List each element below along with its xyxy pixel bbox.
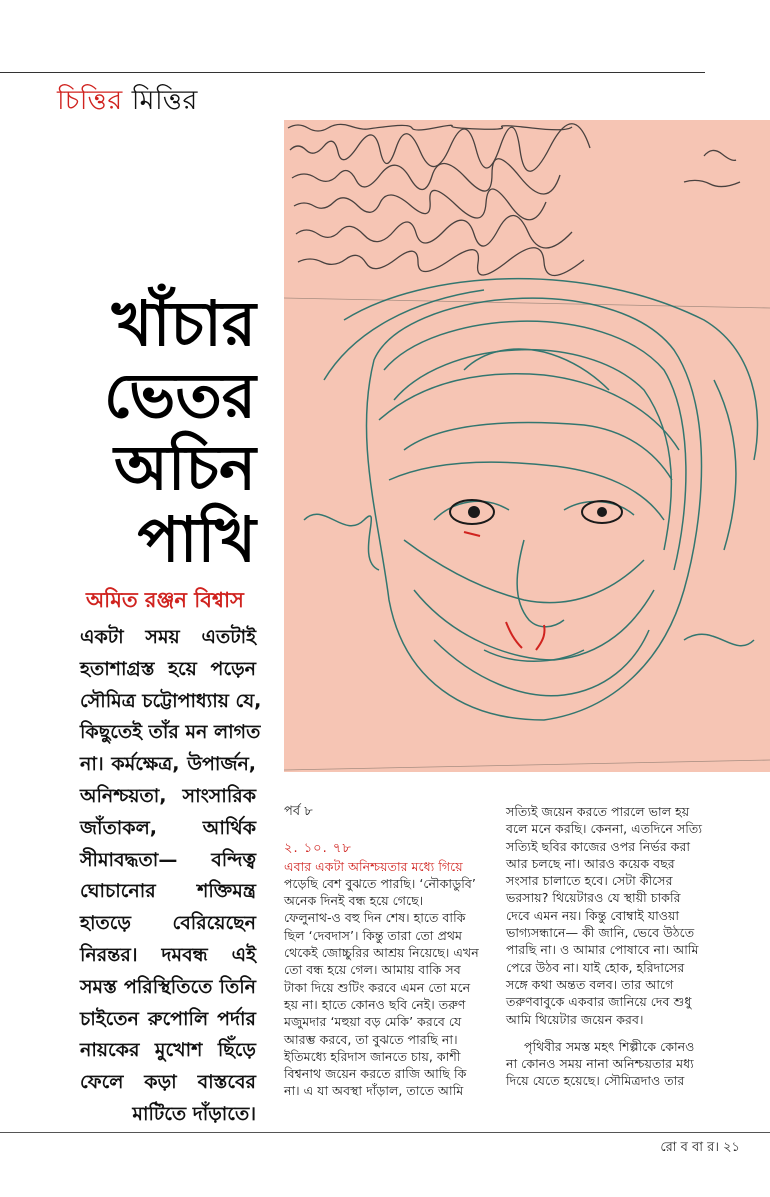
intro-line: অনিশ্চয়তা, সাংসারিক — [80, 784, 256, 807]
page-folio: রো ব বা র। ২১ — [660, 1140, 740, 1155]
intro-line: সীমাবদ্ধতা— বন্দিত্ব — [80, 848, 256, 871]
section-name-part2: মিত্তির — [131, 85, 198, 116]
top-rule — [0, 72, 705, 73]
body-line: পৃথিবীর সমস্ত মহৎ শিল্পীকে কোনও — [524, 1038, 695, 1054]
intro-line: একটা সময় এতটাই — [80, 626, 256, 648]
body-line: সত্যিই জয়েন করতে পারলে ভাল হয় — [506, 804, 690, 819]
intro-line: ফেলে কড়া বাস্তবের — [80, 1071, 256, 1094]
body-line: আর চলছে না। আরও কয়েক বছর — [506, 855, 675, 871]
body-line: বলে মনে করছি। কেননা, এতদিনে সত্যি — [506, 821, 702, 837]
intro-line: হাতড়ে বেরিয়েছেন — [80, 912, 256, 935]
intro-line: হতাশাগ্রস্ত হয়ে পড়েন — [80, 657, 256, 680]
body-column-left — [284, 803, 494, 1100]
body-line: পেরে উঠব না। যাই হোক, হরিদাসের — [506, 959, 685, 975]
body-line: তরুণবাবুকে একবার জানিয়ে দেব শুধু — [506, 994, 692, 1010]
intro-line: নায়কের মুখোশ ছিঁড়ে — [80, 1039, 256, 1062]
episode-label: পর্ব ৮ — [284, 804, 313, 819]
diary-date: ২. ১০. ৭৮ — [284, 841, 352, 857]
headline-line: খাঁচার — [111, 287, 256, 360]
body-column-right — [506, 803, 716, 1090]
body-line: দেবে এমন নয়। কিন্তু বোম্বাই যাওয়া — [506, 907, 680, 923]
intro-line: ঘোচানোর শক্তিমন্ত্র — [80, 880, 256, 903]
intro-line: না। কর্মক্ষেত্র, উপার্জন, — [80, 753, 256, 776]
body-line: ছিল ‘দেবদাস’। কিন্তু তারা তো প্রথম — [284, 927, 463, 943]
body-line: ফেলুনাথ-ও বহু দিন শেষ। হাতে বাকি — [284, 910, 466, 926]
body-line: সংসার চালাতে হবে। সেটা কীসের — [506, 873, 673, 889]
intro-line: সমস্ত পরিস্থিতিতে তিনি — [80, 975, 256, 998]
headline-line: ভেতর — [104, 359, 256, 432]
headline-line: অচিন — [114, 431, 256, 504]
intro-line: মাটিতে দাঁড়াতে। — [132, 1102, 256, 1125]
body-line: বিশ্বনাথ জয়েন করতে রাজি আছি কি — [284, 1066, 467, 1082]
body-line: তো বন্ধ হয়ে গেল। আমায় বাকি সব — [284, 962, 461, 978]
body-line: ভাগ্যসন্ধানে— কী জানি, ভেবে উঠতে — [506, 925, 695, 941]
section-header — [57, 80, 198, 125]
body-line: অনেক দিনই বন্ধ হয়ে গেছে। — [284, 893, 424, 909]
body-line: সঙ্গে কথা অন্তত বলব। তার আগে — [506, 976, 674, 992]
intro-line: জাঁতাকল, আর্থিক — [80, 816, 256, 839]
body-line: মজুমদার ‘মহুয়া বড় মেকি’ করবে যে — [284, 1014, 462, 1030]
body-line: হয় না। হাতে কোনও ছবি নেই। তরুণ — [284, 996, 466, 1012]
intro-line: সৌমিত্র চট্টোপাধ্যায় যে, — [80, 689, 262, 712]
bottom-rule — [0, 1132, 770, 1133]
body-line: সত্যিই ছবির কাজের ওপর নির্ভর করা — [506, 838, 691, 854]
article-headline — [104, 288, 256, 576]
paragraph-gap — [506, 1028, 716, 1038]
body-line: না কোনও সময় নানা অনিশ্চয়তার মধ্য — [506, 1056, 694, 1072]
intro-line: চাইতেন রুপোলি পর্দার — [80, 1007, 256, 1030]
body-line: পড়েছি বেশ বুঝতে পারছি। ‘নৌকাডুবি’ — [284, 875, 476, 891]
intro-paragraph — [80, 622, 262, 1131]
intro-line: কিছুতেই তাঁর মন লাগত — [80, 721, 261, 744]
body-line: এবার একটা অনিশ্চয়তার মধ্যে গিয়ে — [284, 858, 463, 874]
section-name-part1: চিত্তির — [57, 85, 123, 116]
body-line: পারছি না। ও আমার পোষাবে না। আমি — [506, 942, 699, 958]
body-line: ইতিমধ্যে হরিদাস জানতে চায়, কাশী — [284, 1048, 461, 1064]
body-line: ভরসায়? থিয়েটারও যে স্থায়ী চাকরি — [506, 890, 681, 906]
portrait-sketch-image — [284, 120, 770, 772]
body-line: আমি থিয়েটার জয়েন করব। — [506, 1011, 644, 1027]
headline-line: পাখি — [137, 503, 256, 576]
intro-line: নিরন্তর। দমবন্ধ এই — [80, 943, 256, 966]
body-line: দিয়ে যেতে হয়েছে। সৌমিত্রদাও তার — [506, 1073, 685, 1089]
body-line: টাকা দিয়ে শুটিং করবে এমন তো মনে — [284, 979, 471, 995]
body-line: থেকেই জোচ্চুরির আশ্রয় নিয়েছে। এখন — [284, 945, 479, 961]
body-line: না। এ যা অবস্থা দাঁড়াল, তাতে আমি — [284, 1083, 464, 1099]
body-line: আরম্ভ করবে, তা বুঝতে পারছি না। — [284, 1031, 458, 1047]
author-byline: অমিত রঞ্জন বিশ্বাস — [86, 588, 244, 612]
